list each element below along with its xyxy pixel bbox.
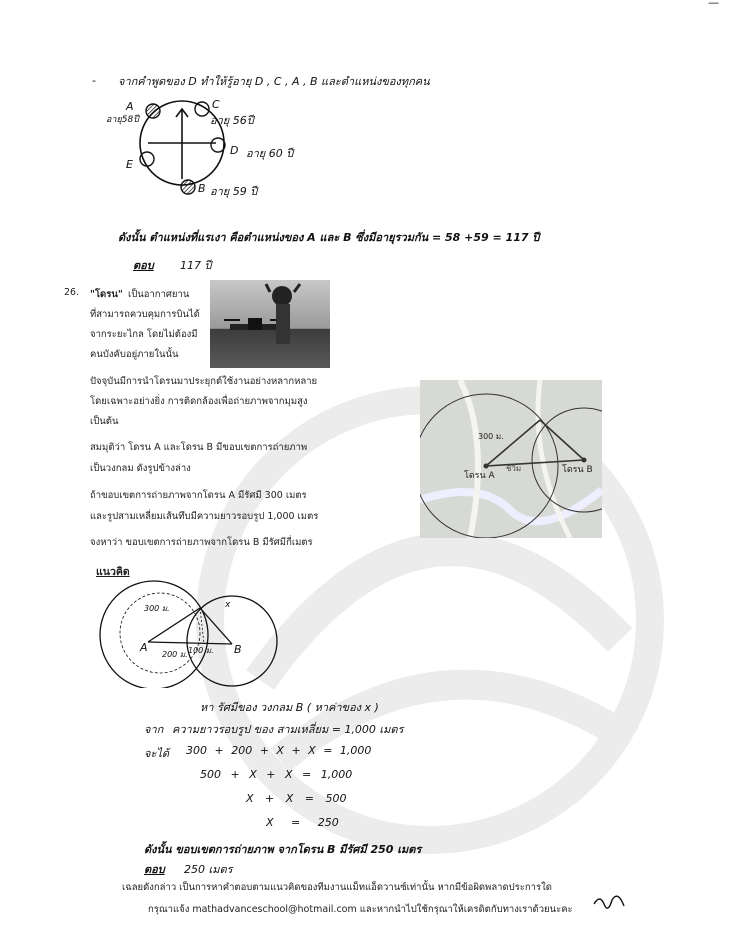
- solution-conclusion: ดังนั้น ขอบเขตการถ่ายภาพ จากโดรน B มีรัศมี 250 เมตร: [144, 843, 422, 856]
- drone-photo-drawing: [210, 280, 330, 368]
- solution-diagram: [86, 578, 296, 688]
- solution-answer-label: ตอบ: [144, 863, 165, 876]
- diag-200-label: 200 ม.: [162, 650, 188, 659]
- diag-a-label: A: [140, 641, 148, 654]
- solution-heading: แนวคิด: [96, 566, 130, 578]
- age-d: อายุ 60 ปี: [246, 147, 294, 160]
- seat-b-shaded: [181, 180, 195, 194]
- q26-line7: เป็นต้น: [90, 416, 119, 427]
- q26-number: 26.: [64, 287, 80, 298]
- map-center-label: ชีวิม: [506, 464, 522, 473]
- signature-scribble: [590, 892, 630, 918]
- q26-line1: เป็นอากาศยาน: [128, 289, 190, 300]
- q26-term: "โดรน": [90, 289, 123, 300]
- q26-line3: จากระยะไกล โดยไม่ต้องมี: [90, 329, 198, 340]
- equation-4: X = 250: [266, 816, 339, 829]
- part1-answer-value: 117 ปี: [180, 259, 212, 272]
- q26-line2: ที่สามารถควบคุมการบินได้: [90, 309, 200, 320]
- diag-b-label: B: [234, 643, 242, 656]
- label-a: A: [126, 100, 134, 113]
- q26-line12: จงหาว่า ขอบเขตการถ่ายภาพจากโดรน B มีรัศมีกี่เมตร: [90, 537, 313, 548]
- q26-line6: โดยเฉพาะอย่างยิ่ง การติดกล้องเพื่อถ่ายภาพจากมุมสูง: [90, 396, 308, 407]
- corner-mark: —: [708, 0, 719, 9]
- equation-1: 300 + 200 + X + X = 1,000: [186, 744, 372, 757]
- solution-from-text: ความยาวรอบรูป ของ สามเหลี่ยม = 1,000 เมตร: [172, 723, 404, 736]
- q26-line8: สมมุติว่า โดรน A และโดรน B มีขอบเขตการถ่ายภาพ: [90, 442, 308, 453]
- intro-dash: -: [92, 74, 96, 87]
- age-c: อายุ 56ปี: [210, 114, 254, 127]
- seat-e: [140, 152, 154, 166]
- q26-line4: คนบังคับอยู่ภายในนั้น: [90, 349, 179, 360]
- part1-intro: จากคำพูดของ D ทำให้รู้อายุ D , C , A , B และตำแหน่งของทุกคน: [118, 75, 430, 88]
- label-d: D: [230, 144, 239, 157]
- age-a: อายุ58ปี: [106, 115, 139, 125]
- equation-3: X + X = 500: [246, 792, 347, 805]
- q26-line11: และรูปสามเหลี่ยมเส้นทึบมีความยาวรอบรูป 1,000 เมตร: [90, 511, 319, 522]
- solution-let: หา รัศมีของ วงกลม B ( หาค่าของ x ): [200, 701, 379, 714]
- part1-answer-label: ตอบ: [133, 259, 154, 272]
- map-radius-label: 300 ม.: [478, 432, 504, 441]
- diag-x-label: x: [225, 600, 231, 610]
- label-e: E: [126, 158, 133, 171]
- footer-line1: เฉลยดังกล่าว เป็นการหาคำตอบตามแนวคิดของทีมงานแม็ทแอ็ดวานซ์เท่านั้น หากมีข้อผิดพลาดประการใด: [122, 882, 552, 893]
- map-drone-a-label: โดรน A: [464, 471, 495, 481]
- drone-map: [420, 380, 602, 538]
- solution-answer-value: 250 เมตร: [184, 863, 233, 876]
- drone-photo: [210, 280, 330, 368]
- q26-line9: เป็นวงกลม ดังรูปข้างล่าง: [90, 463, 191, 474]
- map-drone-b-label: โดรน B: [562, 465, 593, 475]
- seat-d: [211, 138, 225, 152]
- label-b: B: [198, 182, 206, 195]
- solution-get-label: จะได้: [144, 747, 170, 760]
- diag-300-label: 300 ม.: [144, 604, 170, 613]
- solution-from-label: จาก: [144, 723, 164, 736]
- part1-conclusion: ดังนั้น ตำแหน่งที่แรเงา คือตำแหน่งของ A และ B ซึ่งมีอายุรวมกัน = 58 +59 = 117 ปี: [118, 231, 540, 244]
- seat-a-shaded: [146, 104, 160, 118]
- label-c: C: [212, 98, 220, 111]
- equation-2: 500 + X + X = 1,000: [200, 768, 353, 781]
- q26-line5: ปัจจุบันมีการนำโดรนมาประยุกต์ใช้งานอย่างหลากหลาย: [90, 376, 318, 387]
- age-b: อายุ 59 ปี: [210, 185, 258, 198]
- footer-line2: กรุณาแจ้ง mathadvanceschool@hotmail.com และหากนำไปใช้กรุณาให้เครดิตกับทางเราด้วยนะคะ: [148, 904, 573, 915]
- drone-map-drawing: [420, 380, 602, 538]
- diag-100-label: 100 ม.: [188, 646, 214, 655]
- q26-line10: ถ้าขอบเขตการถ่ายภาพจากโดรน A มีรัศมี 300 เมตร: [90, 490, 307, 501]
